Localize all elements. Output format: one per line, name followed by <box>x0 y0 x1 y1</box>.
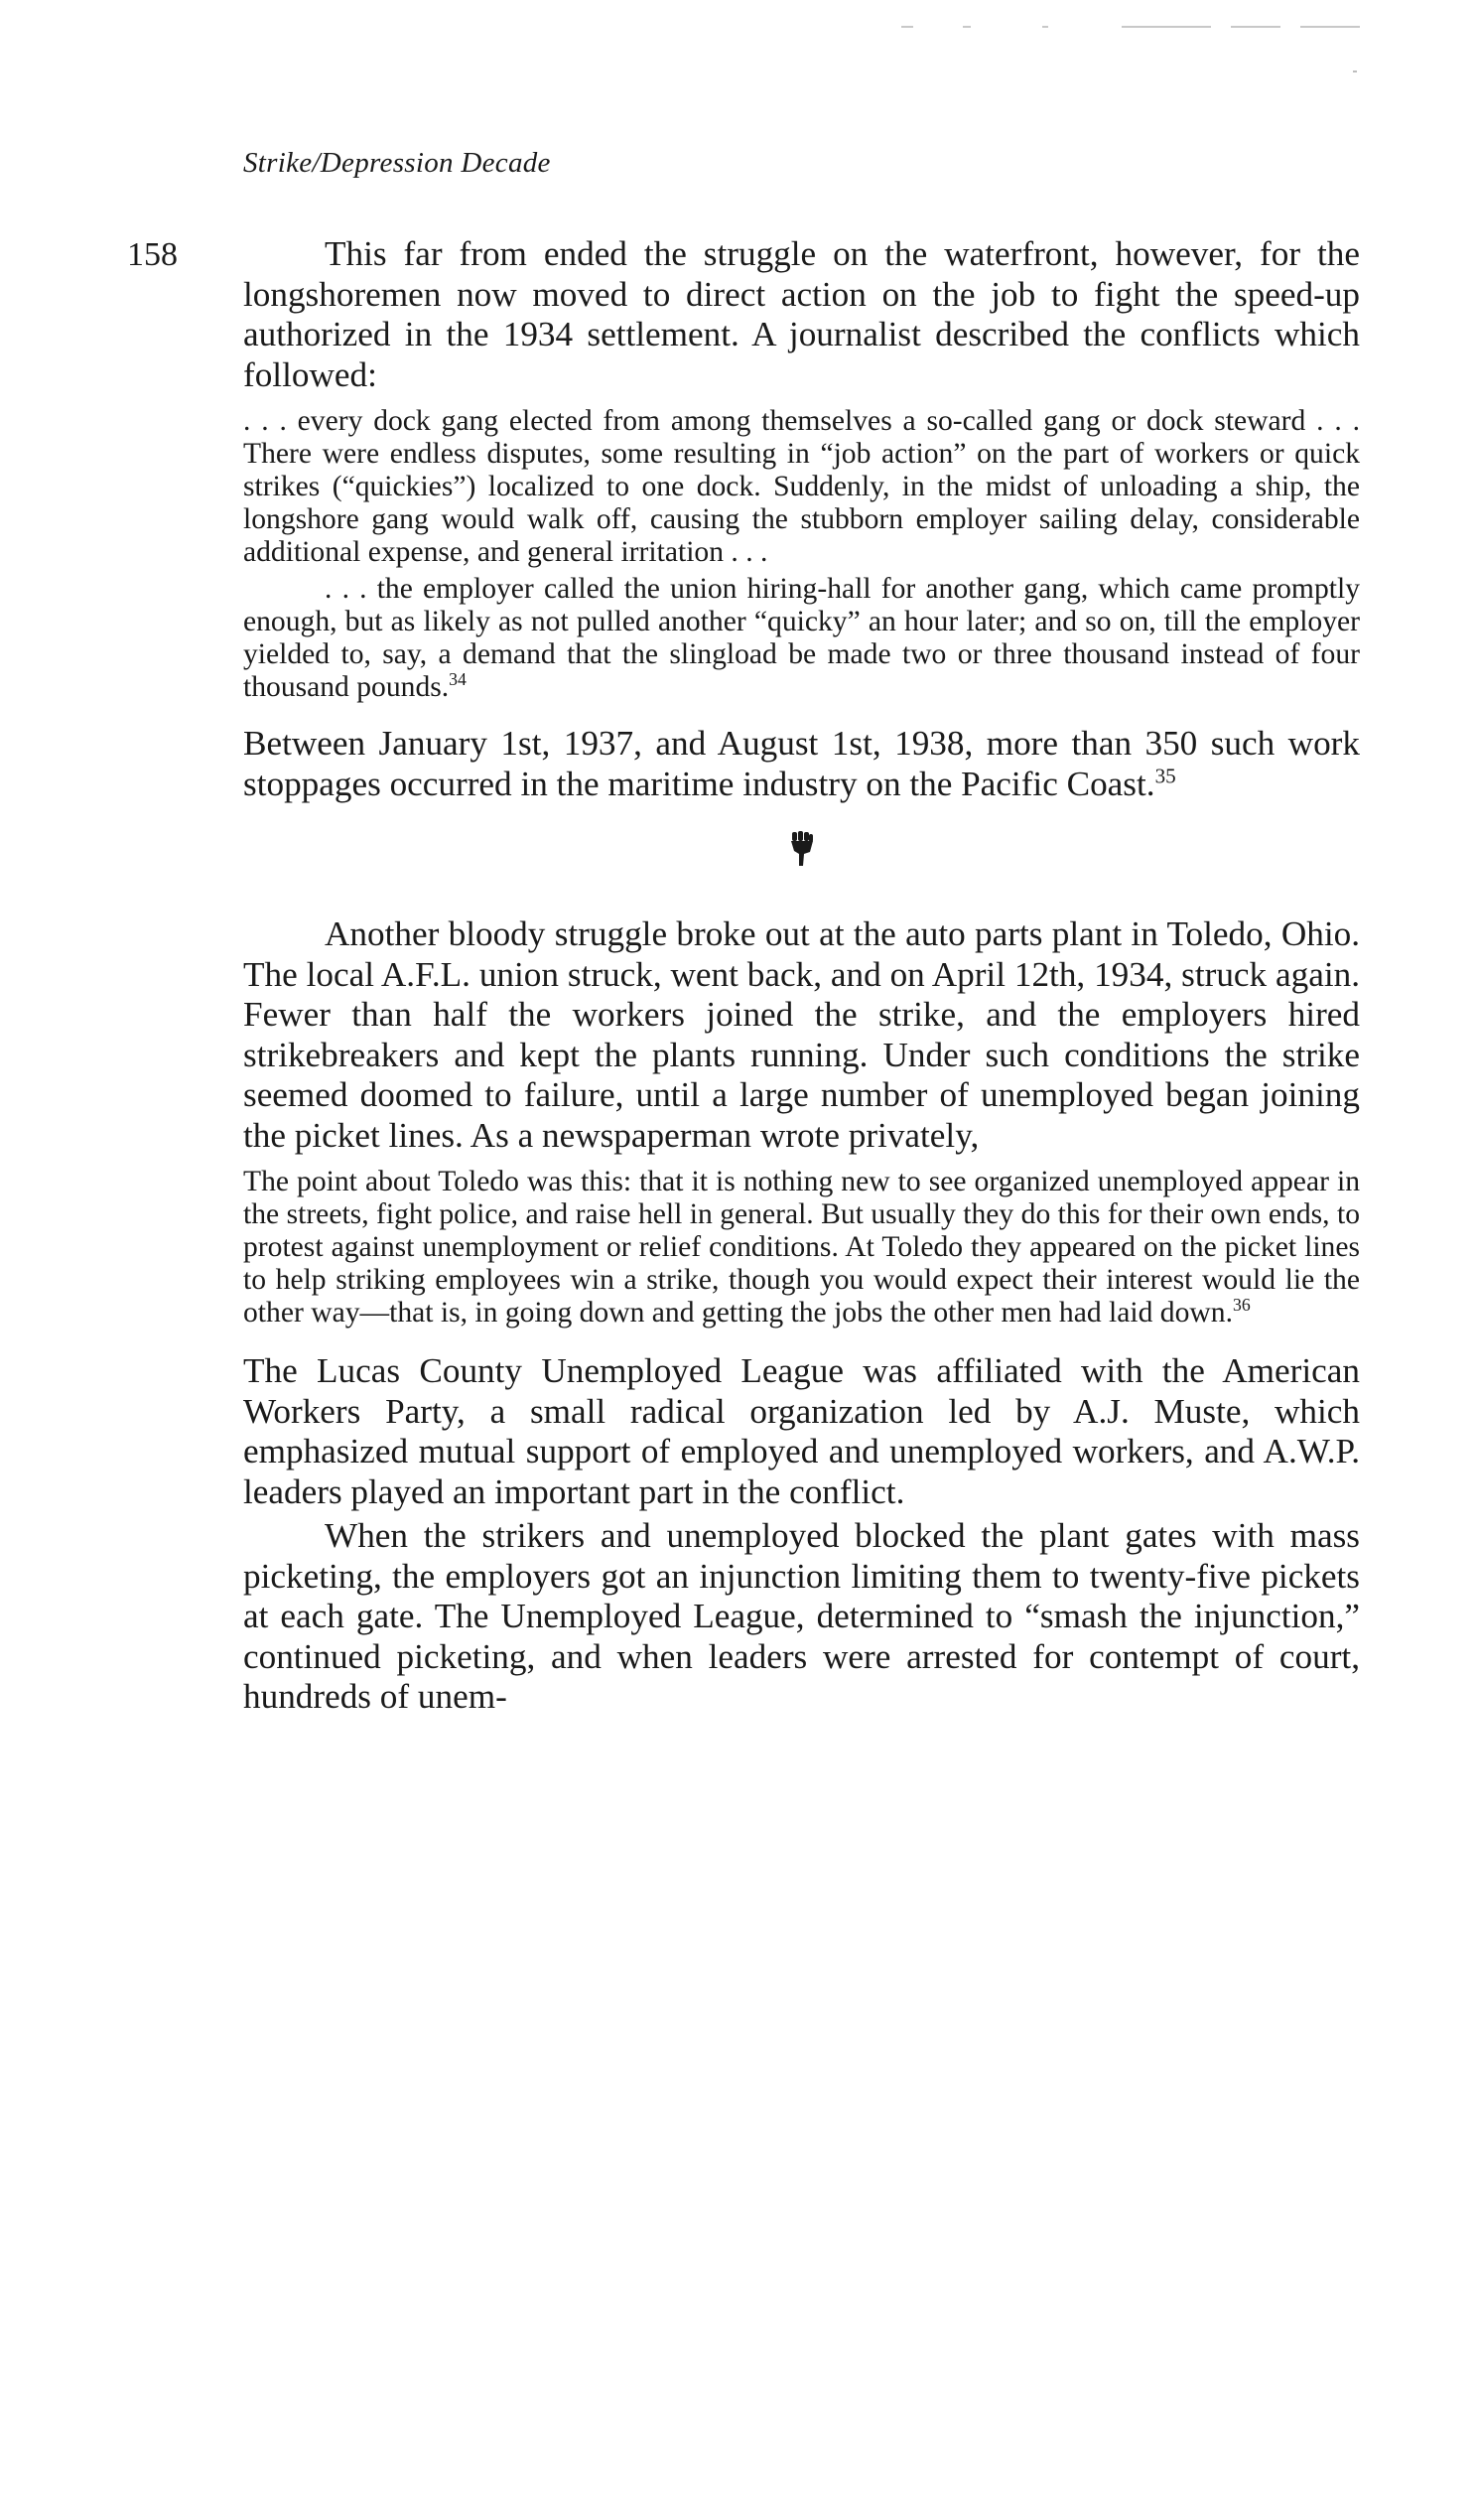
scan-mark <box>1231 26 1280 28</box>
footnote-ref: 35 <box>1154 763 1176 787</box>
paragraph: When the strikers and unemployed blocked the plant gates with mass picketing, the employers got an injunction limiting them to twenty-five pickets at each gate. The Unemployed League, determined to “smash the injunction,” continued picketing, and when leaders were arrested for contempt of court, hundreds of unem- <box>243 1516 1360 1716</box>
paragraph <box>243 724 1360 804</box>
paragraph: Another bloody struggle broke out at the auto parts plant in Toledo, Ohio. The local A.F.L. union struck, went back, and on April 12th, 1934, struck again. Fewer than half the workers joined the strike, and the employers hired strikebreakers and kept the plants running. Under such conditions the strike seemed doomed to failure, until a large number of unemployed began joining the picket lines. As a newspaperman wrote privately, <box>243 914 1360 1155</box>
scan-mark <box>1042 26 1048 28</box>
scan-mark <box>963 26 971 28</box>
text-column <box>243 234 1360 1718</box>
block-quote-text: . . . the employer called the union hiring-hall for another gang, which came promptly enough, but as likely as not pulled another “quicky” an hour later; and so on, till the employer yielded to, say, a demand that the slingload be made two or three thousand instead of four thousand pounds. <box>243 573 1360 703</box>
running-head: Strike/Depression Decade <box>243 147 551 179</box>
scan-mark <box>1353 70 1357 72</box>
footnote-ref: 36 <box>1232 1295 1251 1316</box>
block-quote <box>243 1166 1360 1330</box>
scan-mark <box>1300 26 1360 28</box>
scan-mark <box>901 26 913 28</box>
paragraph: The Lucas County Unemployed League was affiliated with the American Workers Party, a small radical organization led by A.J. Muste, which emphasized mutual support of employed and unemployed workers, and A.W.P. leaders played an important part in the conflict. <box>243 1351 1360 1511</box>
page-number: 158 <box>127 236 178 273</box>
fist-ornament-icon <box>243 830 1360 875</box>
footnote-ref: 34 <box>449 669 467 690</box>
scan-mark <box>1122 26 1211 28</box>
block-quote: . . . every dock gang elected from among themselves a so-called gang or dock steward . . . There were endless disputes, some resulting in “job action” on the part of workers or quick strikes (“quickies”) localized to one dock. Suddenly, in the midst of unloading a ship, the longshore gang would walk off, causing the stubborn employer sailing delay, considerable additional expense, and general irritation . . . <box>243 405 1360 568</box>
block-quote <box>243 573 1360 704</box>
paragraph: This far from ended the struggle on the waterfront, however, for the longshoremen now moved to direct action on the job to fight the speed-up authorized in the 1934 settlement. A journalist described the conflicts which followed: <box>243 234 1360 394</box>
block-quote-text: The point about Toledo was this: that it is nothing new to see organized unemployed appear in the streets, fight police, and raise hell in general. But usually they do this for their own ends, to protest against unemployment or relief conditions. At Toledo they appeared on the picket lines to help striking employees win a strike, though you would expect their interest would lie the other way—that is, in going down and getting the jobs the other men had laid down. <box>243 1166 1360 1329</box>
paragraph-text: Between January 1st, 1937, and August 1st, 1938, more than 350 such work stoppages occurred in the maritime industry on the Pacific Coast. <box>243 724 1360 803</box>
